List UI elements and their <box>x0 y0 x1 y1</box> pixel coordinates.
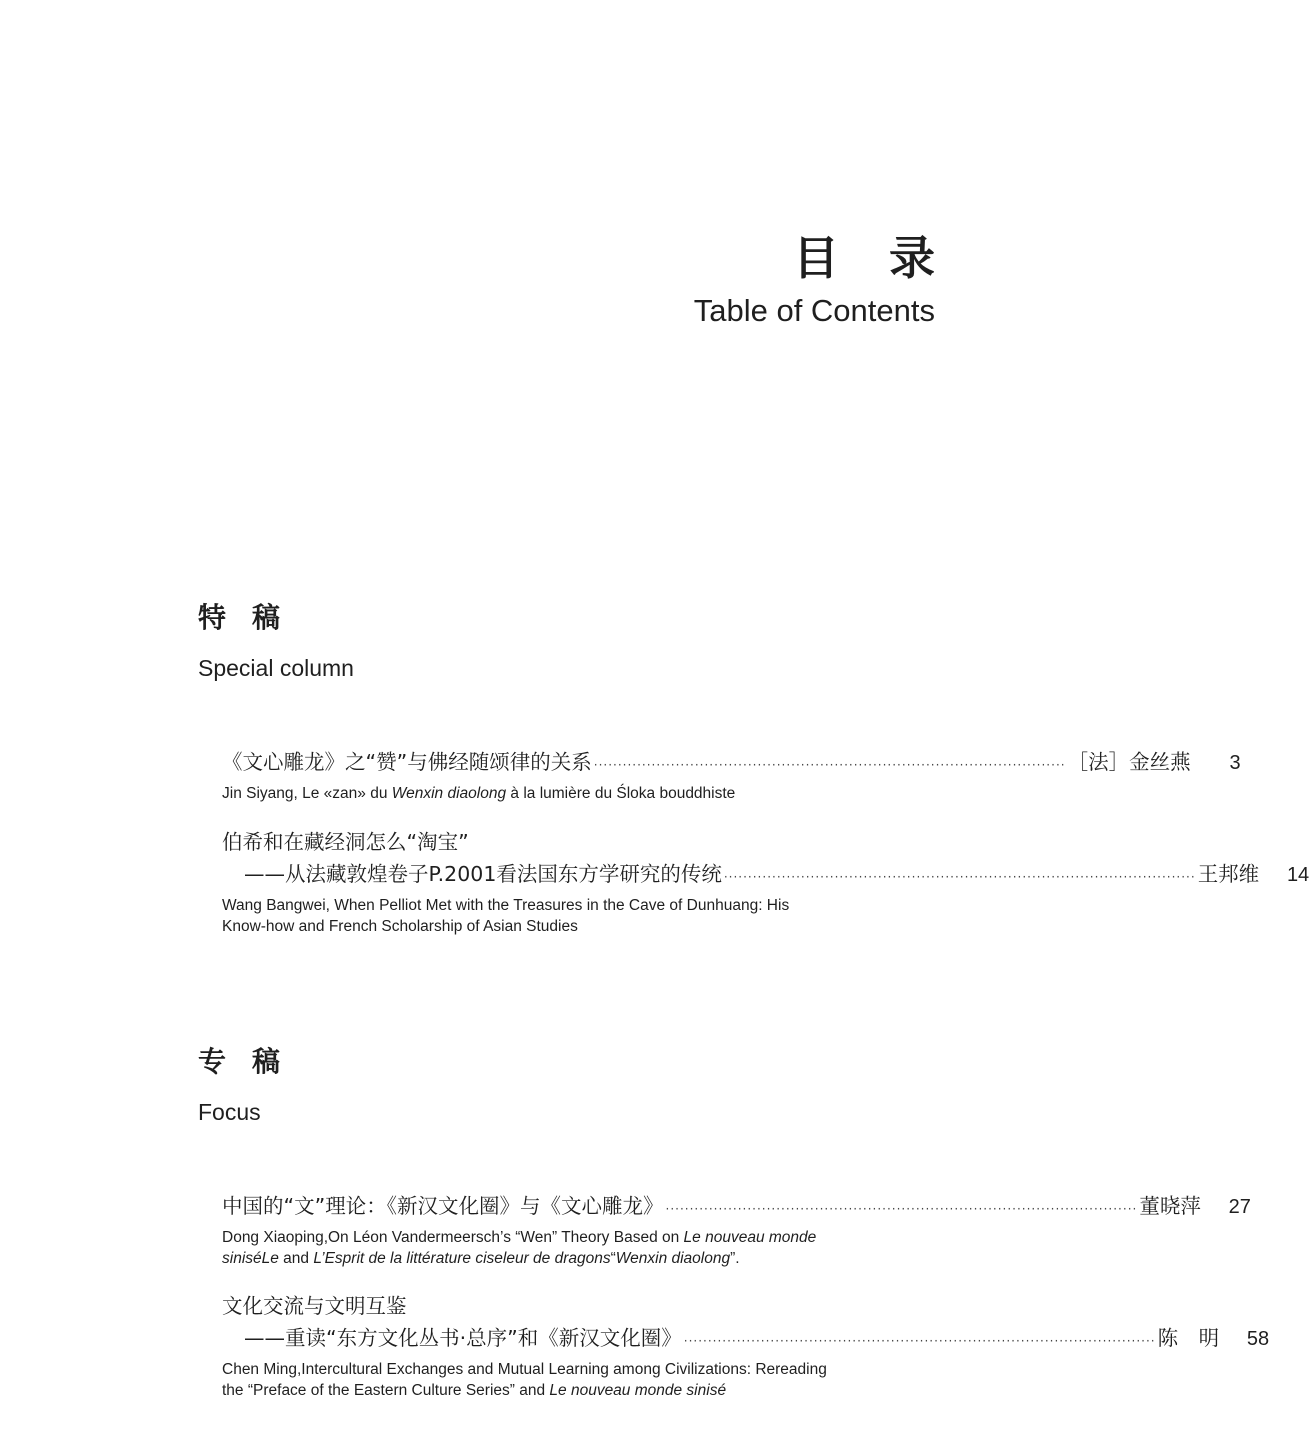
entry-en-title: Jin Siyang, Le «zan» du Wenxin diaolong à la lumière du Śloka bouddhiste <box>222 785 736 802</box>
section-title-focus <box>198 1040 280 1080</box>
section-title-part2: 稿 <box>252 601 281 634</box>
leader-dots: ·································································································· <box>723 870 1196 884</box>
section-subtitle-special: Special column <box>198 655 354 681</box>
entry-cn-title: 中国的“文”理论：《新汉文化圈》与《文心雕龙》 <box>222 1194 664 1218</box>
entry-author: 王邦维 <box>1197 862 1260 886</box>
page-title-part1: 目 <box>793 231 839 285</box>
entry-cn-subtitle: ——从法藏敦煌卷子P.2001看法国东方学研究的传统 <box>244 862 722 886</box>
entry-author: 陈 明 <box>1157 1326 1220 1350</box>
entry-cn-title: 文化交流与文明互鉴 <box>222 1294 407 1318</box>
toc-entry[interactable] <box>222 746 1241 804</box>
leader-dots: ·································································································· <box>683 1334 1156 1348</box>
entry-page-number: 3 <box>1229 752 1241 774</box>
entry-en-title: Wang Bangwei, When Pelliot Met with the Treasures in the Cave of Dunhuang: His Know-how and French Scholarship of Asian Studies <box>222 897 790 935</box>
entry-cn-line <box>222 746 1241 781</box>
entry-cn-line <box>222 1190 1251 1225</box>
entry-en-title: Chen Ming,Intercultural Exchanges and Mutual Learning among Civilizations: Rereading the “Preface of the Eastern Culture Series” and Le nouveau monde sinisé <box>222 1361 827 1399</box>
entry-page-number: 27 <box>1228 1196 1251 1218</box>
page-title-part2: 录 <box>889 231 935 285</box>
section-subtitle-focus: Focus <box>198 1099 261 1125</box>
section-title-part1: 特 <box>198 601 227 634</box>
page-title <box>793 222 935 288</box>
entry-cn-title: 《文心雕龙》之“赞”与佛经随颂律的关系 <box>222 750 592 774</box>
entry-cn-subtitle: ——重读“东方文化丛书·总序”和《新汉文化圈》 <box>244 1326 682 1350</box>
entry-author: 董晓萍 <box>1139 1194 1201 1218</box>
entry-cn-line <box>222 1322 1270 1357</box>
section-title-part2: 稿 <box>252 1045 281 1078</box>
entry-cn-line <box>222 858 1309 893</box>
section-title-special <box>198 596 280 636</box>
entry-page-number: 58 <box>1246 1328 1270 1350</box>
entry-en-title: Dong Xiaoping,On Léon Vandermeersch’s “Wen” Theory Based on Le nouveau monde siniséLe and L’Esprit de la littérature ciseleur de dragons“Wenxin diaolong”. <box>222 1229 817 1267</box>
toc-entry[interactable] <box>222 1190 1251 1269</box>
entry-page-number: 14 <box>1286 864 1309 886</box>
entry-author: ［法］金丝燕 <box>1067 750 1191 774</box>
entry-cn-title: 伯希和在藏经洞怎么“淘宝” <box>222 830 469 854</box>
section-title-part1: 专 <box>198 1045 227 1078</box>
toc-entry[interactable] <box>222 1290 1270 1401</box>
page-subtitle: Table of Contents <box>693 293 935 328</box>
leader-dots: ·································································································· <box>593 758 1066 772</box>
leader-dots: ·································································································· <box>665 1202 1138 1216</box>
toc-entry[interactable] <box>222 826 1309 937</box>
